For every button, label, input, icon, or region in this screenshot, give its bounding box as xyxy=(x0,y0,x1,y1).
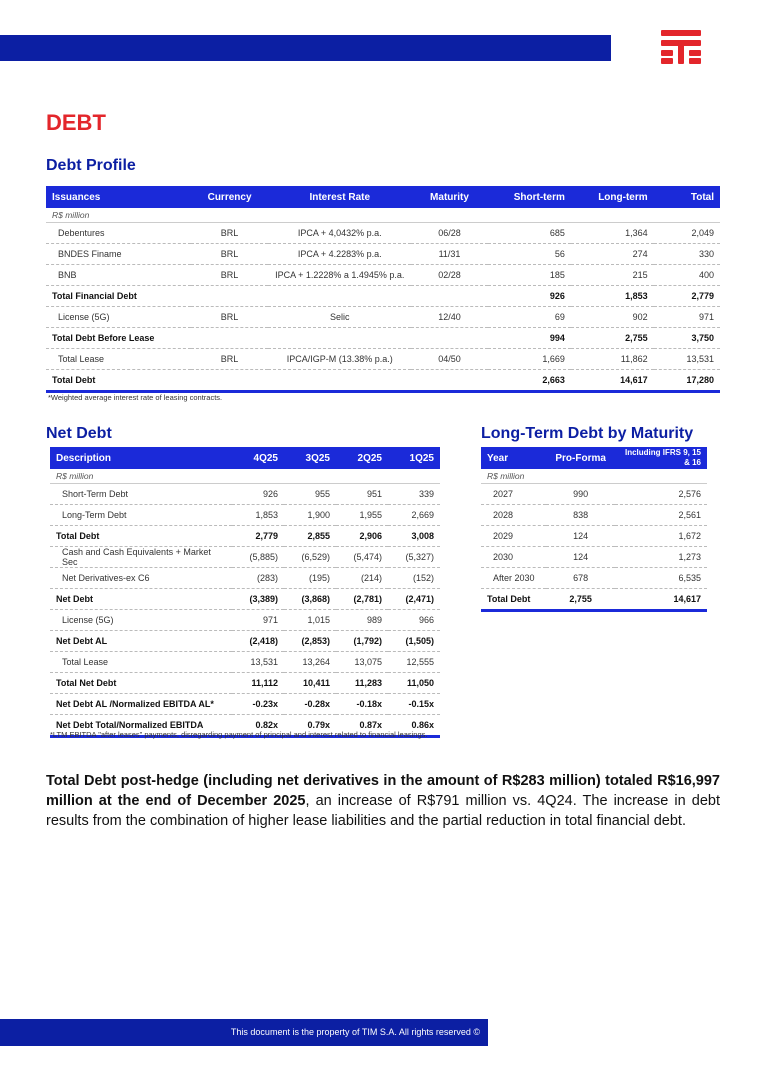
table-row xyxy=(46,244,720,265)
table-cell: BRL xyxy=(191,244,268,265)
table-cell: 2,779 xyxy=(232,526,284,547)
table-cell: 339 xyxy=(388,484,440,505)
table-cell xyxy=(411,286,488,307)
table-row xyxy=(50,673,440,694)
table-cell xyxy=(411,370,488,392)
table-row xyxy=(46,265,720,286)
table-cell: 2,669 xyxy=(388,505,440,526)
table-cell: 3,008 xyxy=(388,526,440,547)
table-cell: (2,781) xyxy=(336,589,388,610)
table-cell: Cash and Cash Equivalents + Market Sec xyxy=(50,547,232,568)
table-cell: 902 xyxy=(571,307,654,328)
table-cell: BRL xyxy=(191,349,268,370)
table-cell: 951 xyxy=(336,484,388,505)
debt-profile-table xyxy=(46,186,720,393)
table-cell xyxy=(411,328,488,349)
table-cell: Net Debt AL /Normalized EBITDA AL* xyxy=(50,694,232,715)
table-cell: 11,283 xyxy=(336,673,388,694)
debt-profile-title: Debt Profile xyxy=(46,157,136,174)
table-cell: 990 xyxy=(546,484,615,505)
table-cell: 1,015 xyxy=(284,610,336,631)
table-cell: 2,663 xyxy=(488,370,571,392)
table-cell: 2,049 xyxy=(654,223,720,244)
table-cell: 0.86x xyxy=(388,715,440,737)
table-cell: Total Debt xyxy=(481,589,546,611)
table-cell: 04/50 xyxy=(411,349,488,370)
table-cell: Selic xyxy=(268,307,411,328)
table-cell: License (5G) xyxy=(50,610,232,631)
table-cell: 06/28 xyxy=(411,223,488,244)
table-row xyxy=(46,349,720,370)
table-cell: Total Debt xyxy=(50,526,232,547)
table-cell: 69 xyxy=(488,307,571,328)
table-cell: 11,050 xyxy=(388,673,440,694)
table-row xyxy=(46,286,720,307)
table-cell: 1,955 xyxy=(336,505,388,526)
column-header: Pro-Forma xyxy=(546,447,615,469)
table-cell: 2,755 xyxy=(546,589,615,611)
table-cell: 56 xyxy=(488,244,571,265)
table-cell: 185 xyxy=(488,265,571,286)
table-cell: (283) xyxy=(232,568,284,589)
table-row xyxy=(46,307,720,328)
table-row xyxy=(481,526,707,547)
table-cell: 330 xyxy=(654,244,720,265)
table-cell: Net Debt AL xyxy=(50,631,232,652)
table-cell: BRL xyxy=(191,223,268,244)
table-row xyxy=(50,568,440,589)
table-cell: -0.15x xyxy=(388,694,440,715)
table-cell: 1,900 xyxy=(284,505,336,526)
lt-debt-table xyxy=(481,447,707,612)
table-cell: 11,112 xyxy=(232,673,284,694)
table-cell: Total Debt Before Lease xyxy=(46,328,191,349)
table-cell: -0.23x xyxy=(232,694,284,715)
table-cell: 02/28 xyxy=(411,265,488,286)
table-cell: 678 xyxy=(546,568,615,589)
column-header: 2Q25 xyxy=(336,447,388,469)
table-row xyxy=(50,631,440,652)
table-cell: 0.82x xyxy=(232,715,284,737)
table-row xyxy=(50,547,440,568)
summary-rest: , an increase of R$791 million vs. 4Q24. The increase in debt results from the combination of higher lease liabilities and the partial reduction in total financial debt. xyxy=(46,793,720,829)
table-cell: IPCA + 1.2228% a 1.4945% p.a. xyxy=(268,265,411,286)
table-cell: BRL xyxy=(191,265,268,286)
table-cell: Net Derivatives-ex C6 xyxy=(50,568,232,589)
table-cell: 2027 xyxy=(481,484,546,505)
table-cell: Net Debt Total/Normalized EBITDA xyxy=(50,715,232,737)
table-cell: (2,418) xyxy=(232,631,284,652)
table-cell: (3,389) xyxy=(232,589,284,610)
column-header: Currency xyxy=(191,186,268,208)
net-debt-table xyxy=(50,447,440,738)
table-cell: Total Net Debt xyxy=(50,673,232,694)
table-row xyxy=(481,484,707,505)
table-cell: (1,792) xyxy=(336,631,388,652)
table-cell: 1,672 xyxy=(615,526,707,547)
table-cell: 926 xyxy=(232,484,284,505)
table-cell: 3,750 xyxy=(654,328,720,349)
table-row xyxy=(50,505,440,526)
unit-label: R$ million xyxy=(50,469,440,484)
table-cell: 2,561 xyxy=(615,505,707,526)
table-cell: 966 xyxy=(388,610,440,631)
table-cell: 1,853 xyxy=(571,286,654,307)
table-cell: (5,327) xyxy=(388,547,440,568)
table-cell: BNB xyxy=(46,265,191,286)
table-cell: BNDES Finame xyxy=(46,244,191,265)
table-cell: 971 xyxy=(654,307,720,328)
table-cell: 12,555 xyxy=(388,652,440,673)
table-cell: (2,471) xyxy=(388,589,440,610)
table-cell: 13,075 xyxy=(336,652,388,673)
column-header: Year xyxy=(481,447,546,469)
page-title: DEBT xyxy=(46,110,106,135)
table-cell: 13,531 xyxy=(232,652,284,673)
table-cell: (152) xyxy=(388,568,440,589)
table-row xyxy=(46,223,720,244)
table-cell: 6,535 xyxy=(615,568,707,589)
table-cell: 13,531 xyxy=(654,349,720,370)
table-cell: 0.79x xyxy=(284,715,336,737)
table-cell: Short-Term Debt xyxy=(50,484,232,505)
table-cell: License (5G) xyxy=(46,307,191,328)
column-header: 3Q25 xyxy=(284,447,336,469)
table-cell: After 2030 xyxy=(481,568,546,589)
table-cell: Total Lease xyxy=(50,652,232,673)
column-header: Interest Rate xyxy=(268,186,411,208)
table-cell: 12/40 xyxy=(411,307,488,328)
table-cell: IPCA + 4,0432% p.a. xyxy=(268,223,411,244)
table-cell: (195) xyxy=(284,568,336,589)
table-cell: 124 xyxy=(546,526,615,547)
table-cell xyxy=(191,370,268,392)
table-cell: 1,273 xyxy=(615,547,707,568)
table-row xyxy=(50,526,440,547)
debt-profile-footnote: *Weighted average interest rate of leasing contracts. xyxy=(48,393,223,402)
table-cell: 926 xyxy=(488,286,571,307)
table-cell: -0.18x xyxy=(336,694,388,715)
column-header: Short-term xyxy=(488,186,571,208)
table-cell xyxy=(268,370,411,392)
table-cell: 1,364 xyxy=(571,223,654,244)
table-cell: BRL xyxy=(191,307,268,328)
table-cell: (5,474) xyxy=(336,547,388,568)
table-cell: 2,755 xyxy=(571,328,654,349)
table-cell: (3,868) xyxy=(284,589,336,610)
table-row xyxy=(481,589,707,611)
column-header: Total xyxy=(654,186,720,208)
table-cell: (5,885) xyxy=(232,547,284,568)
table-cell xyxy=(268,286,411,307)
unit-label: R$ million xyxy=(46,208,720,223)
top-brand-bar xyxy=(0,35,611,61)
table-row xyxy=(481,568,707,589)
unit-label: R$ million xyxy=(481,469,707,484)
table-cell: Total Financial Debt xyxy=(46,286,191,307)
table-cell: 1,669 xyxy=(488,349,571,370)
column-header: Including IFRS 9, 15 & 16 xyxy=(615,447,707,469)
table-cell: 838 xyxy=(546,505,615,526)
table-cell: 215 xyxy=(571,265,654,286)
table-cell: 14,617 xyxy=(615,589,707,611)
table-cell: 994 xyxy=(488,328,571,349)
summary-bold: Total Debt post-hedge (including net derivatives in the amount of R$283 million) totaled R$16,997 million at the end of December 2025 xyxy=(46,773,720,809)
table-cell: 685 xyxy=(488,223,571,244)
table-cell xyxy=(191,328,268,349)
table-cell: -0.28x xyxy=(284,694,336,715)
table-cell: (1,505) xyxy=(388,631,440,652)
table-cell: Total Debt xyxy=(46,370,191,392)
table-cell: 14,617 xyxy=(571,370,654,392)
table-cell: Total Lease xyxy=(46,349,191,370)
table-cell: 17,280 xyxy=(654,370,720,392)
table-row xyxy=(50,484,440,505)
table-cell: Long-Term Debt xyxy=(50,505,232,526)
table-row xyxy=(50,652,440,673)
column-header: Long-term xyxy=(571,186,654,208)
table-row xyxy=(50,589,440,610)
table-cell: 2028 xyxy=(481,505,546,526)
net-debt-title: Net Debt xyxy=(46,425,112,442)
summary-paragraph xyxy=(46,771,720,831)
net-debt-footnote: *LTM EBITDA "after leases" payments, disregarding payment of principal and interest related to financial leasings. xyxy=(50,730,428,739)
table-cell: 0.87x xyxy=(336,715,388,737)
table-cell: 2,855 xyxy=(284,526,336,547)
column-header: Issuances xyxy=(46,186,191,208)
column-header: Description xyxy=(50,447,232,469)
table-cell: 2029 xyxy=(481,526,546,547)
table-row xyxy=(481,505,707,526)
table-cell: (6,529) xyxy=(284,547,336,568)
table-cell: Net Debt xyxy=(50,589,232,610)
table-cell: 989 xyxy=(336,610,388,631)
tim-logo-icon xyxy=(661,30,701,64)
table-row xyxy=(46,370,720,392)
table-cell xyxy=(191,286,268,307)
table-row xyxy=(50,694,440,715)
table-cell: 2,576 xyxy=(615,484,707,505)
table-cell: (2,853) xyxy=(284,631,336,652)
table-cell: 955 xyxy=(284,484,336,505)
table-cell: 2,779 xyxy=(654,286,720,307)
table-cell: (214) xyxy=(336,568,388,589)
table-cell: 1,853 xyxy=(232,505,284,526)
table-cell: IPCA + 4.2283% p.a. xyxy=(268,244,411,265)
table-cell: 400 xyxy=(654,265,720,286)
table-cell: Debentures xyxy=(46,223,191,244)
table-cell: 2030 xyxy=(481,547,546,568)
column-header: 1Q25 xyxy=(388,447,440,469)
table-cell: 13,264 xyxy=(284,652,336,673)
table-cell: 274 xyxy=(571,244,654,265)
table-row xyxy=(481,547,707,568)
table-row xyxy=(50,610,440,631)
column-header: Maturity xyxy=(411,186,488,208)
table-cell: 971 xyxy=(232,610,284,631)
footer-text: This document is the property of TIM S.A. All rights reserved © xyxy=(230,1027,480,1037)
table-cell: 11/31 xyxy=(411,244,488,265)
column-header: 4Q25 xyxy=(232,447,284,469)
table-cell: 124 xyxy=(546,547,615,568)
table-cell: 10,411 xyxy=(284,673,336,694)
lt-debt-title: Long-Term Debt by Maturity xyxy=(481,425,694,442)
table-cell: 11,862 xyxy=(571,349,654,370)
table-cell: 2,906 xyxy=(336,526,388,547)
table-cell xyxy=(268,328,411,349)
table-row xyxy=(46,328,720,349)
table-cell: IPCA/IGP-M (13.38% p.a.) xyxy=(268,349,411,370)
